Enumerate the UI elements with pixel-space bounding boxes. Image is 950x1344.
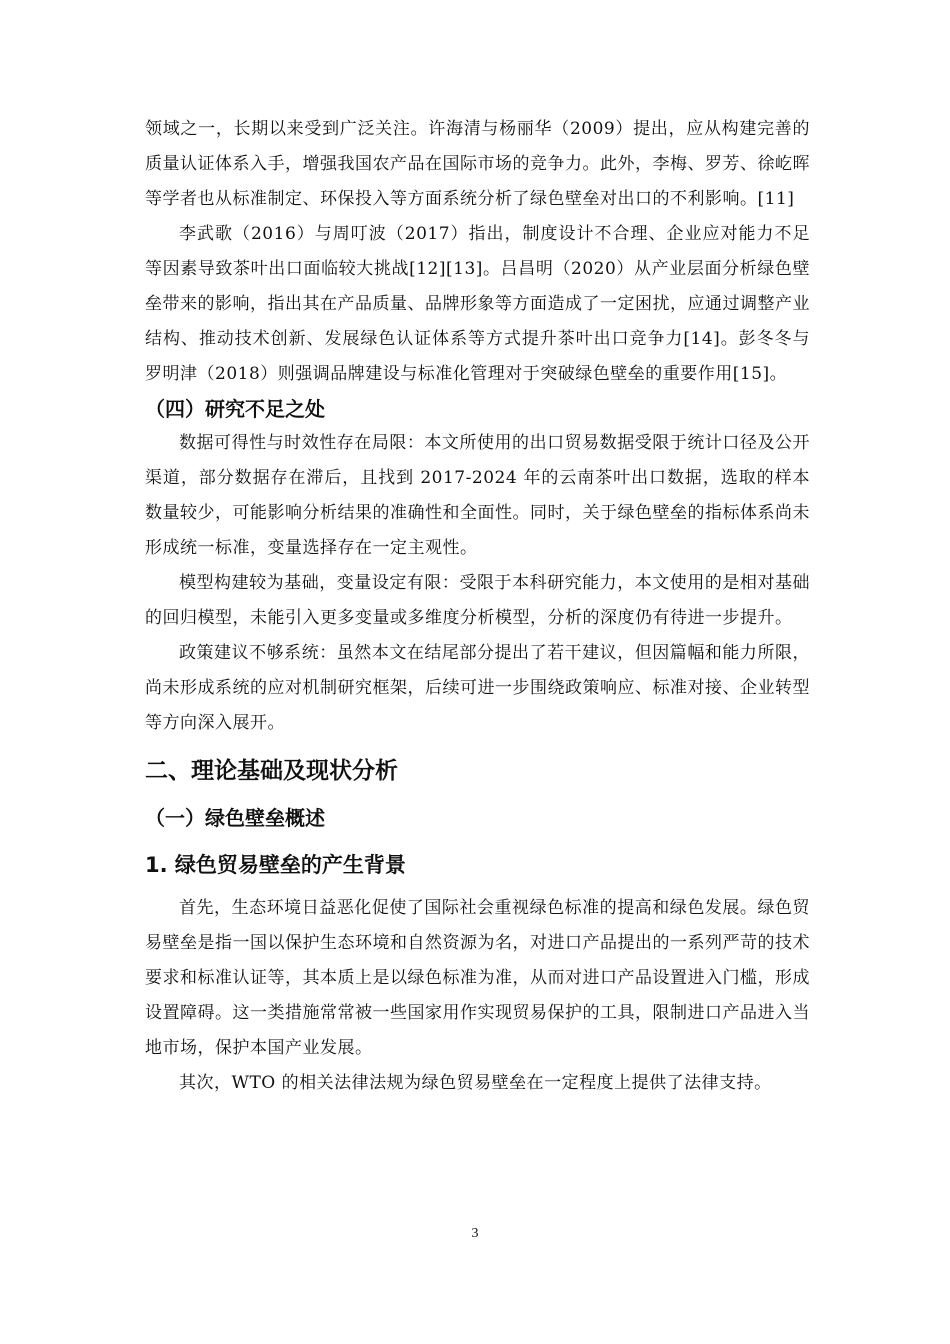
paragraph-background-2: 其次，WTO 的相关法律法规为绿色贸易壁垒在一定程度上提供了法律支持。 (179, 1073, 772, 1093)
page-content (145, 112, 810, 1101)
paragraph-policy-limitations: 政策建议不够系统：虽然本文在结尾部分提出了若干建议，但因篇幅和能力所限，尚未形成系统的应对机制研究框架，后续可进一步围绕政策响应、标准对接、企业转型等方向深入展开。 (145, 643, 810, 733)
heading-green-barrier-overview: （一）绿色壁垒概述 (145, 806, 325, 830)
paragraph-data-limitations: 数据可得性与时效性存在局限：本文所使用的出口贸易数据受限于统计口径及公开渠道，部分数据存在滞后，且找到 2017-2024 年的云南茶叶出口数据，选取的样本数量较少，可能影响分析结果的准确性和全面性。同时，关于绿色壁垒的指标体系尚未形成统一标准，变量选择存在一定主观性。 (145, 433, 810, 558)
paragraph-literature-2: 李武歌（2016）与周叮波（2017）指出，制度设计不合理、企业应对能力不足等因素导致茶叶出口面临较大挑战[12][13]。吕昌明（2020）从产业层面分析绿色壁垒带来的影响，指出其在产品质量、品牌形象等方面造成了一定困扰，应通过调整产业结构、推动技术创新、发展绿色认证体系等方式提升茶叶出口竞争力[14]。彭冬冬与罗明津（2018）则强调品牌建设与标准化管理对于突破绿色壁垒的重要作用[15]。 (145, 224, 810, 384)
paragraph-model-limitations: 模型构建较为基础，变量设定有限：受限于本科研究能力，本文使用的是相对基础的回归模型，未能引入更多变量或多维度分析模型，分析的深度仍有待进一步提升。 (145, 573, 810, 628)
heading-chapter-2: 二、理论基础及现状分析 (145, 758, 398, 784)
page-number: 3 (471, 1226, 479, 1241)
paragraph-background-1: 首先，生态环境日益恶化促使了国际社会重视绿色标准的提高和绿色发展。绿色贸易壁垒是指一国以保护生态环境和自然资源为名，对进口产品提出的一系列严苛的技术要求和标准认证等，其本质上是以绿色标准为准，从而对进口产品设置进入门槛，形成设置障碍。这一类措施常常被一些国家用作实现贸易保护的工具，限制进口产品进入当地市场，保护本国产业发展。 (145, 898, 810, 1058)
heading-background: 1. 绿色贸易壁垒的产生背景 (145, 853, 406, 877)
paragraph-literature-1: 领域之一，长期以来受到广泛关注。许海清与杨丽华（2009）提出，应从构建完善的质量认证体系入手，增强我国农产品在国际市场的竞争力。此外，李梅、罗芳、徐屹晖等学者也从标准制定、环保投入等方面系统分析了绿色壁垒对出口的不利影响。[11] (145, 119, 810, 209)
heading-research-limitations: （四）研究不足之处 (145, 397, 325, 421)
